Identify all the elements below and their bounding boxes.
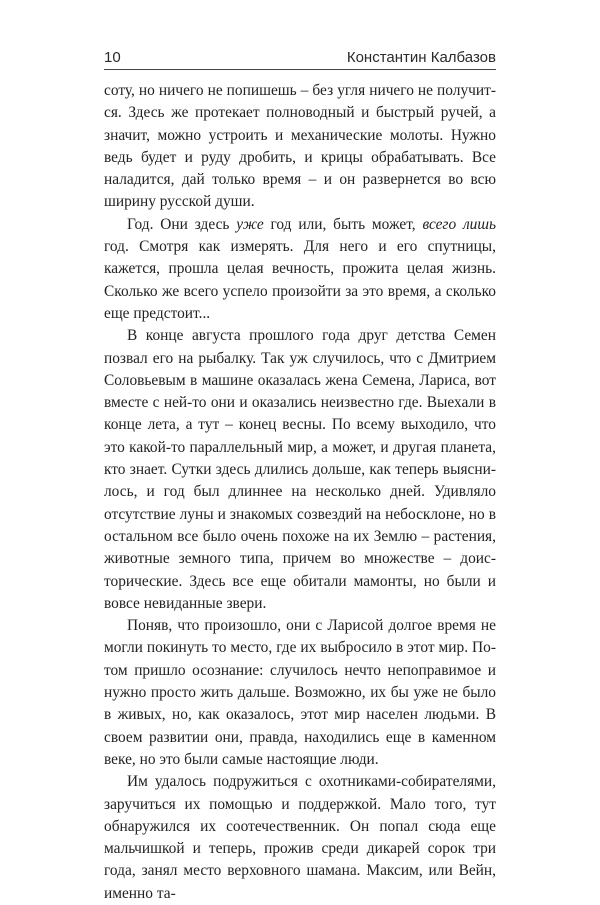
body-text xyxy=(104,80,496,905)
paragraph-5 xyxy=(104,771,496,905)
text-run: Год. Они здесь xyxy=(127,215,237,233)
text-run: В конце августа прошлого года друг детства Семен позвал его на рыбалку. Так уж случилось, что с Дмитрием Соловьевым в машине оказалась жена Семена, Лариса, вот вместе с ней-то они и оказались неизвестно где. Выехали в конце лета, а тут – конец весны. По всему выходило, что это какой-то параллельный мир, а может, и другая планета, кто знает. Сутки здесь длились дольше, как теперь выяснилось, и год был длиннее на несколько дней. Удивляло отсутствие луны и знакомых созвездий на небосклоне, но в остальном все было очень похоже на их Землю – растения, животные земного типа, причем во множестве – доисторические. Здесь все еще обитали мамонты, но были и вовсе невиданные звери. xyxy=(104,327,496,612)
text-run: Им удалось подружиться с охотниками-собирателями, заручиться их помощью и поддержкой. Мало того, тут обнаружился их соотечественник. Он попал сюда еще мальчишкой и теперь, прожив среди дикарей сорок три года, занял место верховного шамана. Максим, или Вейн, именно та- xyxy=(104,773,496,902)
text-run: соту, но ничего не попишешь – без угля ничего не получится. Здесь же протекает полноводный и быстрый ручей, а значит, можно устроить и механические молоты. Нужно ведь будет и руду дробить, и крицы обрабатывать. Все наладится, дай только время – и он развернется во всю ширину русской души. xyxy=(104,82,496,211)
paragraph-1 xyxy=(104,80,496,214)
paragraph-4 xyxy=(104,615,496,771)
text-run: год. Смотря как измерять. Для него и его спутницы, кажется, прошла целая вечность, прожита целая жизнь. Сколько же всего успело произойти за это время, а сколько еще предстоит... xyxy=(104,238,496,322)
italic-phrase: уже xyxy=(236,215,264,233)
text-run: Поняв, что произошло, они с Ларисой долгое время не могли покинуть то место, где их выбросило в этот мир. Потом пришло осознание: случилось нечто непоправимое и нужно просто жить дальше. Возможно, их бы уже не было в живых, но, как оказалось, этот мир населен людьми. В своем развитии они, правда, находились еще в каменном веке, но это были самые настоящие люди. xyxy=(104,617,496,768)
header-rule xyxy=(104,69,496,70)
paragraph-3 xyxy=(104,325,496,615)
author-name: Константин Калбазов xyxy=(346,49,496,66)
running-head xyxy=(104,44,496,66)
page-number: 10 xyxy=(104,49,121,66)
text-run: год или, быть может, xyxy=(263,215,423,233)
italic-phrase: всего лишь xyxy=(422,215,496,233)
paragraph-2 xyxy=(104,214,496,325)
